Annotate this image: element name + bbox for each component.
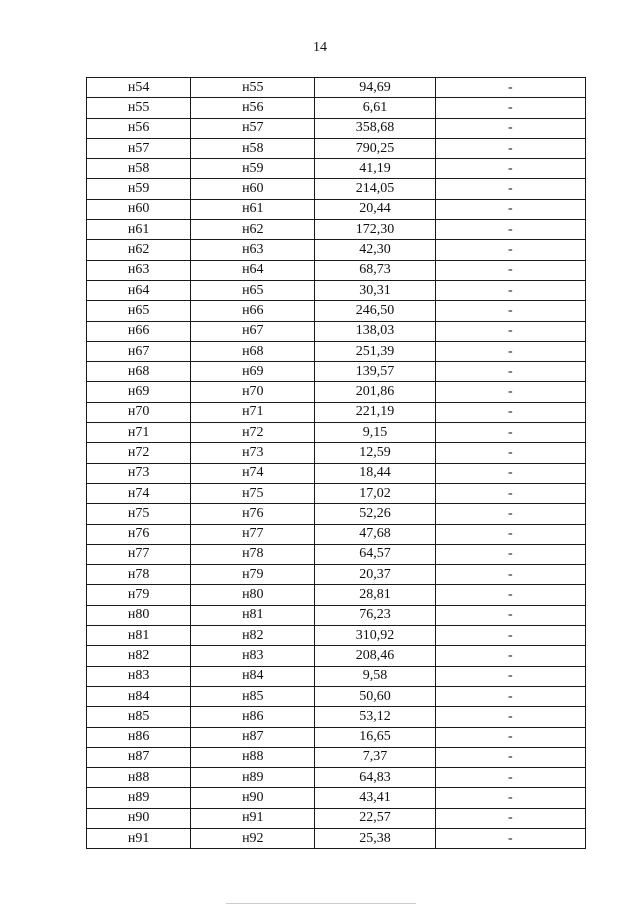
length-cell: 16,65: [315, 727, 435, 747]
length-cell: 68,73: [315, 260, 435, 280]
length-cell: 52,26: [315, 504, 435, 524]
to-point-cell: н84: [191, 666, 315, 686]
to-point-cell: н60: [191, 179, 315, 199]
note-cell: -: [435, 179, 585, 199]
to-point-cell: н88: [191, 747, 315, 767]
table-row: [87, 788, 586, 808]
length-cell: 17,02: [315, 483, 435, 503]
from-point-cell: н67: [87, 341, 191, 361]
from-point-cell: н63: [87, 260, 191, 280]
table-row: [87, 605, 586, 625]
to-point-cell: н71: [191, 402, 315, 422]
to-point-cell: н67: [191, 321, 315, 341]
length-cell: 7,37: [315, 747, 435, 767]
from-point-cell: н60: [87, 199, 191, 219]
length-cell: 50,60: [315, 686, 435, 706]
length-cell: 20,37: [315, 565, 435, 585]
to-point-cell: н55: [191, 78, 315, 98]
table-row: [87, 727, 586, 747]
from-point-cell: н84: [87, 686, 191, 706]
note-cell: -: [435, 747, 585, 767]
table-row: [87, 808, 586, 828]
to-point-cell: н74: [191, 463, 315, 483]
to-point-cell: н89: [191, 768, 315, 788]
note-cell: -: [435, 463, 585, 483]
note-cell: -: [435, 483, 585, 503]
table-row: [87, 544, 586, 564]
table-row: [87, 504, 586, 524]
from-point-cell: н75: [87, 504, 191, 524]
table-row: [87, 301, 586, 321]
to-point-cell: н85: [191, 686, 315, 706]
note-cell: -: [435, 362, 585, 382]
length-cell: 53,12: [315, 707, 435, 727]
table-row: [87, 483, 586, 503]
table-row: [87, 768, 586, 788]
from-point-cell: н83: [87, 666, 191, 686]
to-point-cell: н90: [191, 788, 315, 808]
length-cell: 9,58: [315, 666, 435, 686]
to-point-cell: н78: [191, 544, 315, 564]
table-row: [87, 707, 586, 727]
table-row: [87, 341, 586, 361]
to-point-cell: н58: [191, 138, 315, 158]
from-point-cell: н55: [87, 98, 191, 118]
from-point-cell: н62: [87, 240, 191, 260]
note-cell: -: [435, 220, 585, 240]
note-cell: -: [435, 524, 585, 544]
from-point-cell: н81: [87, 626, 191, 646]
note-cell: -: [435, 402, 585, 422]
length-cell: 64,83: [315, 768, 435, 788]
from-point-cell: н54: [87, 78, 191, 98]
to-point-cell: н70: [191, 382, 315, 402]
note-cell: -: [435, 280, 585, 300]
from-point-cell: н57: [87, 138, 191, 158]
note-cell: -: [435, 646, 585, 666]
note-cell: -: [435, 544, 585, 564]
table-row: [87, 78, 586, 98]
from-point-cell: н78: [87, 565, 191, 585]
note-cell: -: [435, 808, 585, 828]
table-row: [87, 443, 586, 463]
from-point-cell: н61: [87, 220, 191, 240]
note-cell: -: [435, 260, 585, 280]
table-row: [87, 686, 586, 706]
length-cell: 25,38: [315, 828, 435, 848]
note-cell: -: [435, 382, 585, 402]
to-point-cell: н57: [191, 118, 315, 138]
length-cell: 42,30: [315, 240, 435, 260]
table-row: [87, 362, 586, 382]
from-point-cell: н76: [87, 524, 191, 544]
table-row: [87, 646, 586, 666]
note-cell: -: [435, 666, 585, 686]
to-point-cell: н92: [191, 828, 315, 848]
length-cell: 94,69: [315, 78, 435, 98]
table-row: [87, 321, 586, 341]
to-point-cell: н69: [191, 362, 315, 382]
note-cell: -: [435, 828, 585, 848]
note-cell: -: [435, 240, 585, 260]
from-point-cell: н70: [87, 402, 191, 422]
to-point-cell: н63: [191, 240, 315, 260]
length-cell: 41,19: [315, 159, 435, 179]
note-cell: -: [435, 301, 585, 321]
length-cell: 30,31: [315, 280, 435, 300]
length-cell: 790,25: [315, 138, 435, 158]
to-point-cell: н62: [191, 220, 315, 240]
length-cell: 208,46: [315, 646, 435, 666]
note-cell: -: [435, 341, 585, 361]
to-point-cell: н65: [191, 280, 315, 300]
from-point-cell: н68: [87, 362, 191, 382]
to-point-cell: н64: [191, 260, 315, 280]
length-cell: 201,86: [315, 382, 435, 402]
to-point-cell: н66: [191, 301, 315, 321]
from-point-cell: н87: [87, 747, 191, 767]
length-cell: 20,44: [315, 199, 435, 219]
table-row: [87, 463, 586, 483]
to-point-cell: н75: [191, 483, 315, 503]
note-cell: -: [435, 321, 585, 341]
table-row: [87, 199, 586, 219]
from-point-cell: н74: [87, 483, 191, 503]
note-cell: -: [435, 707, 585, 727]
to-point-cell: н91: [191, 808, 315, 828]
from-point-cell: н72: [87, 443, 191, 463]
length-cell: 221,19: [315, 402, 435, 422]
note-cell: -: [435, 686, 585, 706]
to-point-cell: н59: [191, 159, 315, 179]
to-point-cell: н56: [191, 98, 315, 118]
note-cell: -: [435, 768, 585, 788]
from-point-cell: н79: [87, 585, 191, 605]
note-cell: -: [435, 626, 585, 646]
length-cell: 138,03: [315, 321, 435, 341]
to-point-cell: н72: [191, 423, 315, 443]
from-point-cell: н56: [87, 118, 191, 138]
length-cell: 12,59: [315, 443, 435, 463]
table-row: [87, 280, 586, 300]
from-point-cell: н59: [87, 179, 191, 199]
length-cell: 47,68: [315, 524, 435, 544]
from-point-cell: н73: [87, 463, 191, 483]
note-cell: -: [435, 504, 585, 524]
from-point-cell: н82: [87, 646, 191, 666]
to-point-cell: н80: [191, 585, 315, 605]
length-cell: 9,15: [315, 423, 435, 443]
from-point-cell: н64: [87, 280, 191, 300]
from-point-cell: н88: [87, 768, 191, 788]
length-cell: 251,39: [315, 341, 435, 361]
note-cell: -: [435, 423, 585, 443]
length-cell: 18,44: [315, 463, 435, 483]
table-row: [87, 240, 586, 260]
to-point-cell: н83: [191, 646, 315, 666]
table-body: [87, 78, 586, 849]
note-cell: -: [435, 138, 585, 158]
note-cell: -: [435, 727, 585, 747]
to-point-cell: н76: [191, 504, 315, 524]
note-cell: -: [435, 585, 585, 605]
length-cell: 172,30: [315, 220, 435, 240]
table-row: [87, 585, 586, 605]
from-point-cell: н89: [87, 788, 191, 808]
note-cell: -: [435, 98, 585, 118]
table-row: [87, 260, 586, 280]
to-point-cell: н81: [191, 605, 315, 625]
table-row: [87, 220, 586, 240]
table-row: [87, 524, 586, 544]
table-row: [87, 747, 586, 767]
length-cell: 43,41: [315, 788, 435, 808]
note-cell: -: [435, 788, 585, 808]
table-row: [87, 382, 586, 402]
to-point-cell: н68: [191, 341, 315, 361]
from-point-cell: н80: [87, 605, 191, 625]
from-point-cell: н90: [87, 808, 191, 828]
page-number: 14: [313, 40, 327, 55]
table-row: [87, 565, 586, 585]
to-point-cell: н86: [191, 707, 315, 727]
to-point-cell: н82: [191, 626, 315, 646]
table-row: [87, 138, 586, 158]
from-point-cell: н71: [87, 423, 191, 443]
from-point-cell: н69: [87, 382, 191, 402]
table-row: [87, 98, 586, 118]
table-row: [87, 159, 586, 179]
length-cell: 22,57: [315, 808, 435, 828]
boundary-points-table: [86, 77, 586, 849]
from-point-cell: н77: [87, 544, 191, 564]
to-point-cell: н73: [191, 443, 315, 463]
table-row: [87, 626, 586, 646]
note-cell: -: [435, 443, 585, 463]
to-point-cell: н87: [191, 727, 315, 747]
from-point-cell: н65: [87, 301, 191, 321]
note-cell: -: [435, 118, 585, 138]
table-row: [87, 423, 586, 443]
length-cell: 76,23: [315, 605, 435, 625]
table-row: [87, 828, 586, 848]
note-cell: -: [435, 199, 585, 219]
from-point-cell: н58: [87, 159, 191, 179]
note-cell: -: [435, 565, 585, 585]
table-row: [87, 179, 586, 199]
to-point-cell: н77: [191, 524, 315, 544]
note-cell: -: [435, 78, 585, 98]
length-cell: 310,92: [315, 626, 435, 646]
from-point-cell: н85: [87, 707, 191, 727]
length-cell: 246,50: [315, 301, 435, 321]
length-cell: 6,61: [315, 98, 435, 118]
page-bottom-rule: [226, 903, 416, 904]
length-cell: 139,57: [315, 362, 435, 382]
from-point-cell: н91: [87, 828, 191, 848]
note-cell: -: [435, 159, 585, 179]
to-point-cell: н61: [191, 199, 315, 219]
to-point-cell: н79: [191, 565, 315, 585]
length-cell: 214,05: [315, 179, 435, 199]
from-point-cell: н86: [87, 727, 191, 747]
length-cell: 64,57: [315, 544, 435, 564]
table-row: [87, 666, 586, 686]
from-point-cell: н66: [87, 321, 191, 341]
note-cell: -: [435, 605, 585, 625]
length-cell: 358,68: [315, 118, 435, 138]
table-row: [87, 402, 586, 422]
length-cell: 28,81: [315, 585, 435, 605]
table-row: [87, 118, 586, 138]
